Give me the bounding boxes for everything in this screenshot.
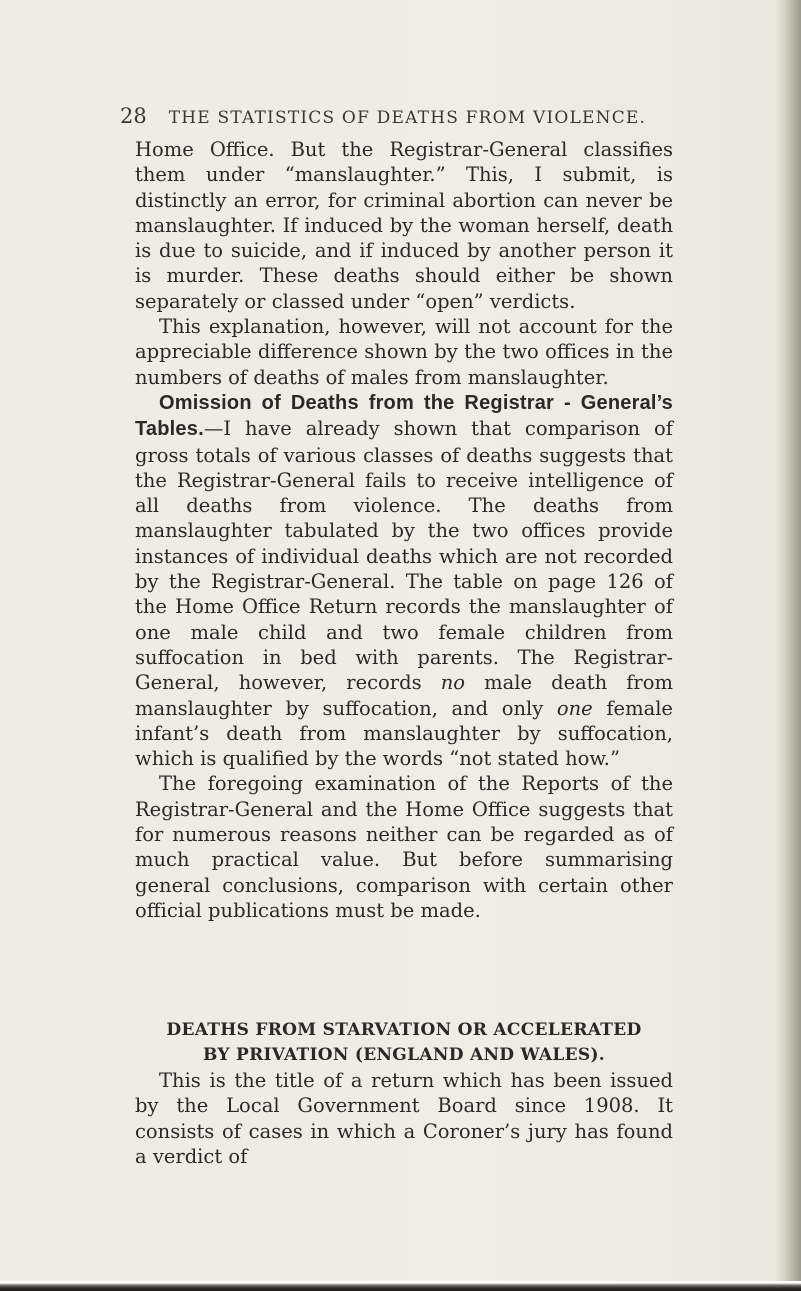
section-heading-line: BY PRIVATION (ENGLAND AND WALES). [202,1045,606,1065]
page-edge-shadow [775,0,801,1291]
page-bottom-edge [0,1281,801,1291]
side-heading: Omission of Deaths from the Registrar - General’s Tables. [135,391,673,441]
paragraph-with-sidehead [135,390,673,771]
emphasis: no [440,671,465,695]
section-heading [135,1018,673,1068]
body-text-section2 [135,1068,673,1169]
running-header [120,104,720,130]
body-text-section1 [135,137,673,923]
paragraph-text: —I have already shown that comparison of gross totals of various classes of deaths suggests that the Registrar-General fails to receive intelligence of all deaths from violence. The deaths from manslaughter tabulated by the two offices provide instances of individual deaths which are not recorded by the Registrar-General. The table on page 126 of the Home Office Return records the manslaughter of one male child and two female children from suffocation in bed with parents. The Registrar-General, however, records [135,417,673,695]
paragraph-text: female infant’s death from manslaughter by suffocation, which is qualified by the words “not stated how.” [135,696,673,771]
paragraph: The foregoing examination of the Reports of the Registrar-General and the Home Office suggests that for numerous reasons neither can be regarded as of much practical value. But before summarising general conclusions, comparison with certain other official publications must be made. [135,772,673,922]
paragraph: This explanation, however, will not account for the appreciable difference shown by the two offices in the numbers of deaths of males from manslaughter. [135,315,673,389]
paragraph: Home Office. But the Registrar-General classifies them under “manslaughter.” This, I submit, is distinctly an error, for criminal abortion can never be manslaughter. If induced by the woman herself, death is due to suicide, and if induced by another person it is murder. These deaths should either be shown separately or classed under “open” verdicts. [135,138,673,313]
section-heading-line: DEATHS FROM STARVATION OR ACCELERATED [166,1020,642,1040]
paragraph: This is the title of a return which has been issued by the Local Government Board since 1908. It consists of cases in which a Coroner’s jury has found a verdict of [135,1069,673,1168]
emphasis: one [556,696,593,720]
page-number: 28 [120,104,147,128]
paragraph-text: male death from manslaughter by suffocation, and only [135,671,673,720]
running-title: THE STATISTICS OF DEATHS FROM VIOLENCE. [168,108,647,128]
